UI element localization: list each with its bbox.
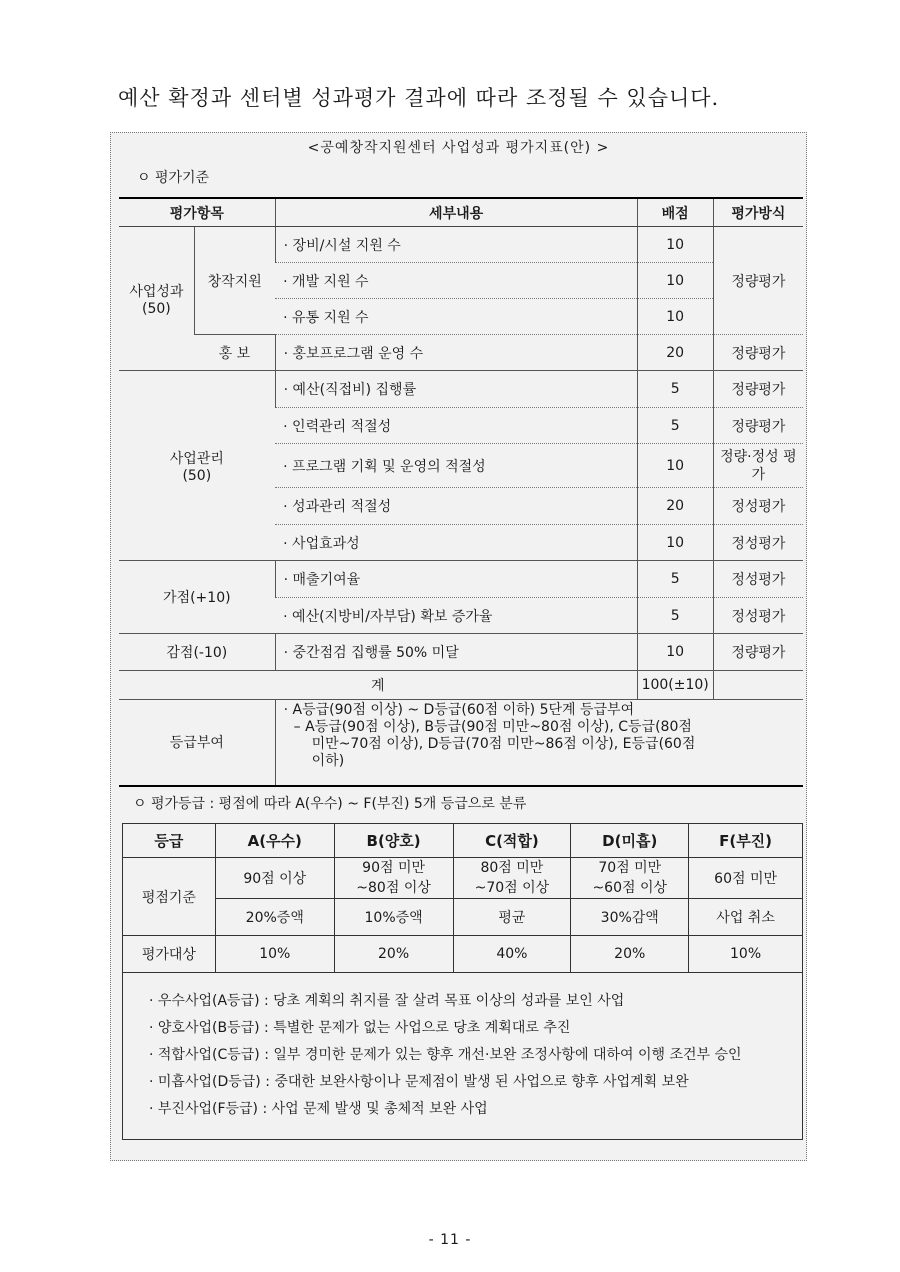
- grading-line: · A등급(90점 이상) ~ D등급(60점 이하) 5단계 등급부여: [283, 702, 635, 718]
- grade-table: [122, 823, 803, 973]
- group-penalty: 감점(-10): [119, 634, 275, 671]
- grade-adjustment-cell: 10%증액: [334, 899, 453, 936]
- grade-target-cell: 40%: [453, 936, 571, 973]
- grade-target-cell: 10%: [689, 936, 803, 973]
- table-row: [119, 634, 803, 671]
- header-detail: 세부내용: [275, 198, 637, 227]
- note-item: · 적합사업(C등급) : 일부 경미한 문제가 있는 향후 개선·보완 조정사항에 대하여 이행 조건부 승인: [149, 1047, 742, 1063]
- grade-header: B(양호): [334, 824, 453, 858]
- method-cell: 정량·정성 평가: [713, 444, 803, 488]
- grade-target-cell: 20%: [334, 936, 453, 973]
- group-business-performance: 사업성과 (50): [119, 227, 194, 371]
- score-cell: 5: [637, 371, 713, 408]
- detail-cell: · 예산(지방비/자부담) 확보 증가율: [275, 598, 637, 634]
- grade-header: A(우수): [215, 824, 334, 858]
- grading-line: 이하): [311, 753, 345, 769]
- grade-header: F(부진): [689, 824, 803, 858]
- subgroup-promotion: 홍 보: [194, 335, 275, 371]
- score-cell: 20: [637, 488, 713, 525]
- header-score: 배점: [637, 198, 713, 227]
- grading-label: 등급부여: [119, 700, 275, 786]
- note-item: · 우수사업(A등급) : 당초 계획의 취지를 잘 살려 목표 이상의 성과를 보인 사업: [149, 993, 625, 1009]
- grade-target-cell: 20%: [571, 936, 689, 973]
- detail-cell: · 사업효과성: [275, 525, 637, 561]
- table-row: [119, 227, 803, 263]
- method-cell: 정성평가: [713, 488, 803, 525]
- table-row: [119, 371, 803, 408]
- score-basis-label: 평점기준: [123, 858, 216, 936]
- note-item: · 부진사업(F등급) : 사업 문제 발생 및 총체적 보완 사업: [149, 1101, 488, 1117]
- detail-cell: · 개발 지원 수: [275, 263, 637, 299]
- evaluation-box: [110, 132, 807, 1161]
- method-cell: 정량평가: [713, 634, 803, 671]
- score-cell: 10: [637, 525, 713, 561]
- detail-cell: · 인력관리 적절성: [275, 408, 637, 444]
- score-cell: 20: [637, 335, 713, 371]
- table-row: [119, 561, 803, 598]
- note-item: · 양호사업(B등급) : 특별한 문제가 없는 사업으로 당초 계획대로 추진: [149, 1020, 571, 1036]
- grade-range-cell: 90점 미만 ~80점 이상: [334, 858, 453, 899]
- detail-cell: · 장비/시설 지원 수: [275, 227, 637, 263]
- header-item: 평가항목: [119, 198, 275, 227]
- detail-cell: · 성과관리 적절성: [275, 488, 637, 525]
- grade-notes: [122, 972, 803, 1140]
- grade-range-row: [123, 858, 803, 899]
- detail-cell: · 예산(직접비) 집행률: [275, 371, 637, 408]
- note-item: · 미흡사업(D등급) : 중대한 보완사항이나 문제점이 발생 된 사업으로 향후 사업계획 보완: [149, 1074, 689, 1090]
- page-number: - 11 -: [428, 1232, 472, 1248]
- score-cell: 10: [637, 227, 713, 263]
- detail-cell: · 프로그램 기획 및 운영의 적절성: [275, 444, 637, 488]
- grading-row: [119, 700, 803, 786]
- method-cell: 정성평가: [713, 561, 803, 598]
- score-cell: 10: [637, 444, 713, 488]
- grade-adjustment-row: [123, 899, 803, 936]
- detail-cell: · 유통 지원 수: [275, 299, 637, 335]
- total-row: [119, 671, 803, 700]
- grade-heading: ㅇ 평가등급 : 평점에 따라 A(우수) ~ F(부진) 5개 등급으로 분류: [133, 796, 527, 812]
- score-cell: 5: [637, 598, 713, 634]
- method-cell: 정량평가: [713, 408, 803, 444]
- score-cell: 5: [637, 561, 713, 598]
- grade-adjustment-cell: 평균: [453, 899, 571, 936]
- method-cell: 정량평가: [713, 371, 803, 408]
- score-cell: 10: [637, 634, 713, 671]
- group-business-management: 사업관리 (50): [119, 371, 275, 561]
- method-cell: 정성평가: [713, 525, 803, 561]
- method-cell: 정량평가: [713, 227, 803, 335]
- grade-range-cell: 90점 이상: [215, 858, 334, 899]
- grade-target-row: [123, 936, 803, 973]
- table-title: <공예창작지원센터 사업성과 평가지표(안) >: [307, 140, 610, 156]
- grading-detail: [275, 700, 803, 786]
- detail-cell: · 매출기여율: [275, 561, 637, 598]
- score-cell: 5: [637, 408, 713, 444]
- grade-header-row: [123, 824, 803, 858]
- grading-line: 미만~70점 이상), D등급(70점 미만~86점 이상), E등급(60점: [311, 736, 696, 752]
- table-header-row: [119, 198, 803, 227]
- table-row: [119, 335, 803, 371]
- method-cell: 정성평가: [713, 598, 803, 634]
- detail-cell: · 홍보프로그램 운영 수: [275, 335, 637, 371]
- grade-range-cell: 60점 미만: [689, 858, 803, 899]
- grade-adjustment-cell: 30%감액: [571, 899, 689, 936]
- subgroup-creative-support: 창작지원: [194, 227, 275, 335]
- criteria-heading: ㅇ 평가기준: [137, 170, 210, 186]
- grade-header: C(적합): [453, 824, 571, 858]
- grade-header: D(미흡): [571, 824, 689, 858]
- header-method: 평가방식: [713, 198, 803, 227]
- evaluation-indicator-table: [119, 197, 803, 787]
- grade-adjustment-cell: 20%증액: [215, 899, 334, 936]
- target-label: 평가대상: [123, 936, 216, 973]
- grade-range-cell: 70점 미만 ~60점 이상: [571, 858, 689, 899]
- total-method-empty: [713, 671, 803, 700]
- total-score: 100(±10): [637, 671, 713, 700]
- method-cell: 정량평가: [713, 335, 803, 371]
- score-cell: 10: [637, 263, 713, 299]
- grade-range-cell: 80점 미만 ~70점 이상: [453, 858, 571, 899]
- grade-adjustment-cell: 사업 취소: [689, 899, 803, 936]
- grade-header: 등급: [123, 824, 216, 858]
- group-bonus: 가점(+10): [119, 561, 275, 634]
- total-label: 계: [119, 671, 637, 700]
- grading-line: – A등급(90점 이상), B등급(90점 미만~80점 이상), C등급(80점: [293, 719, 692, 735]
- score-cell: 10: [637, 299, 713, 335]
- intro-text: 예산 확정과 센터별 성과평가 결과에 따라 조정될 수 있습니다.: [118, 86, 720, 110]
- grade-target-cell: 10%: [215, 936, 334, 973]
- detail-cell: · 중간점검 집행률 50% 미달: [275, 634, 637, 671]
